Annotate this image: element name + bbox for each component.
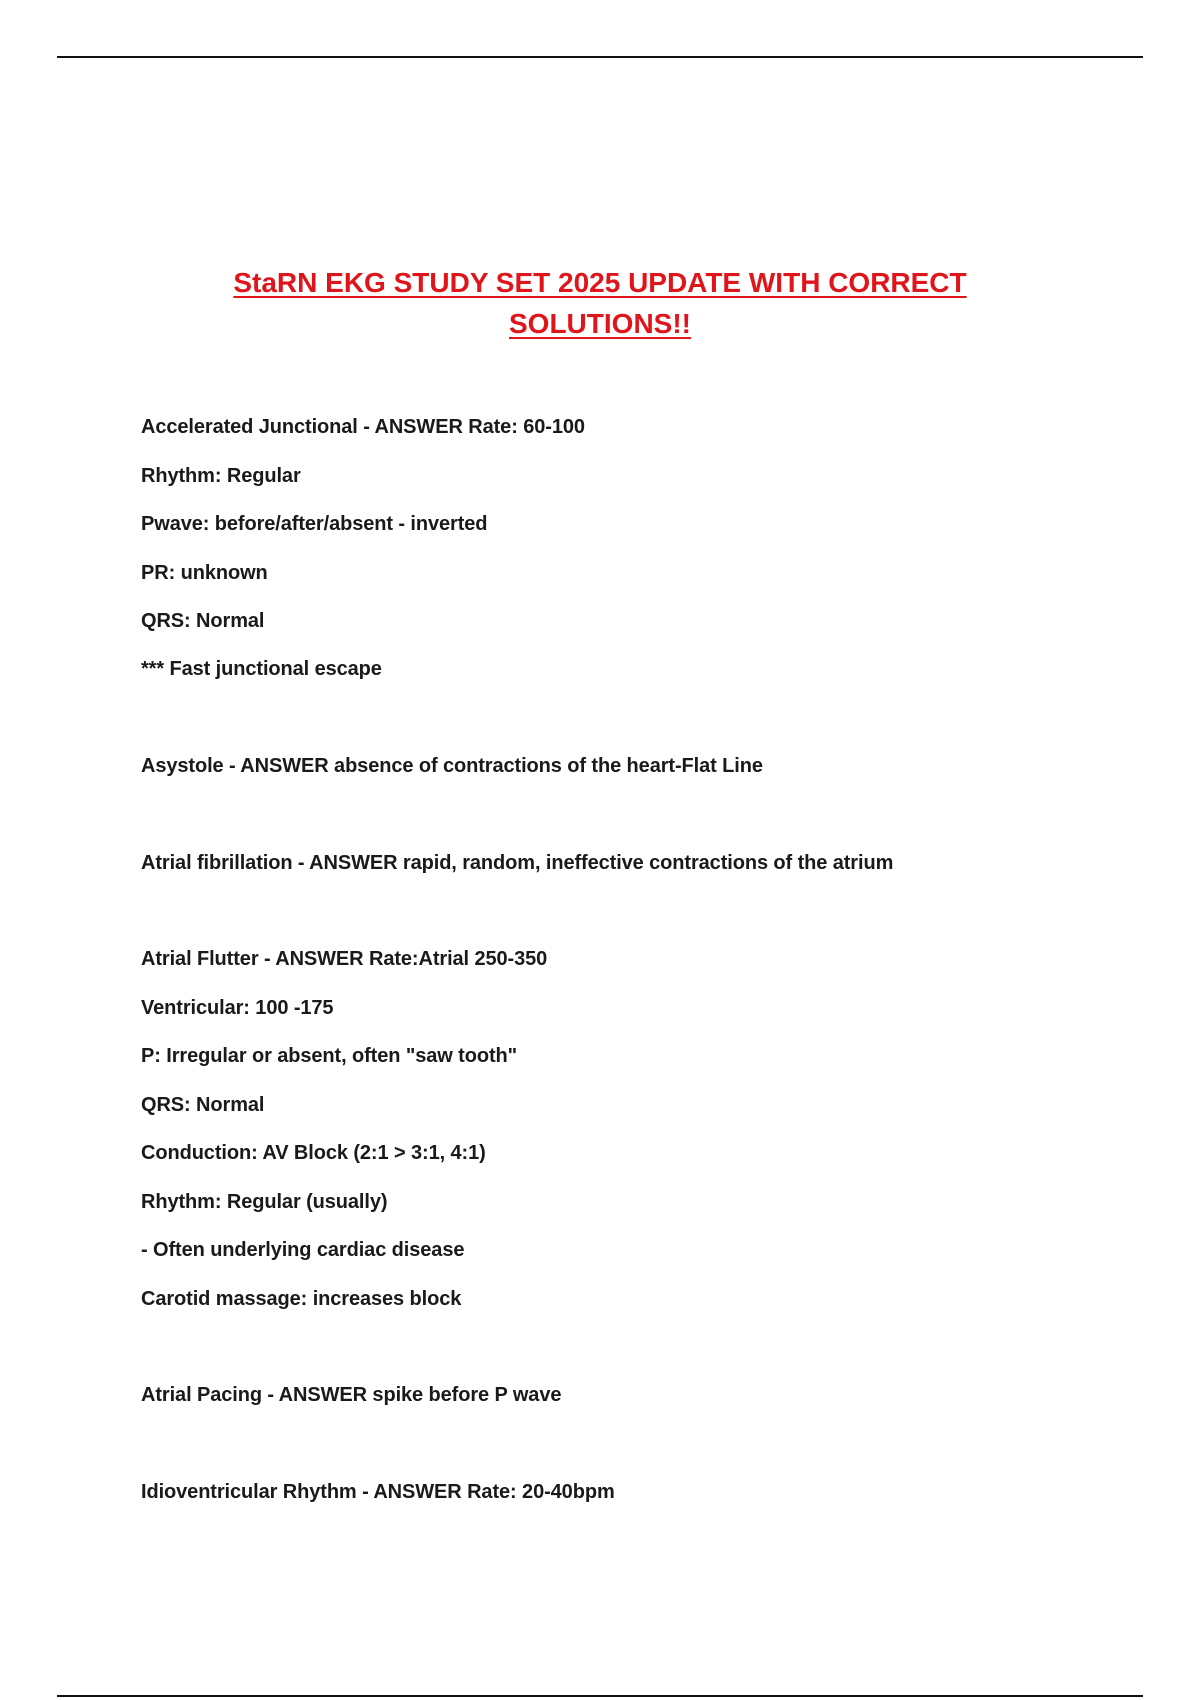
- entry-accelerated-junctional: Accelerated Junctional - ANSWER Rate: 60-100: [141, 416, 585, 438]
- detail-line: P: Irregular or absent, often "saw tooth": [141, 1045, 518, 1067]
- detail-line: Rhythm: Regular: [141, 465, 301, 487]
- detail-line: Ventricular: 100 -175: [141, 997, 334, 1019]
- detail-line: PR: unknown: [141, 562, 268, 584]
- detail-line: QRS: Normal: [141, 610, 265, 632]
- detail-line: Carotid massage: increases block: [141, 1288, 462, 1310]
- detail-line: - Often underlying cardiac disease: [141, 1239, 465, 1261]
- detail-line: QRS: Normal: [141, 1094, 265, 1116]
- entry-atrial-fibrillation: Atrial fibrillation - ANSWER rapid, random, ineffective contractions of the atrium: [141, 852, 894, 874]
- document-title-line-1: StaRN EKG STUDY SET 2025 UPDATE WITH CORRECT: [233, 267, 967, 298]
- entry-atrial-flutter: Atrial Flutter - ANSWER Rate:Atrial 250-350: [141, 948, 548, 970]
- footer-rule: [57, 1695, 1143, 1697]
- detail-line: Conduction: AV Block (2:1 > 3:1, 4:1): [141, 1142, 486, 1164]
- document-title-line-2: SOLUTIONS!!: [509, 308, 691, 339]
- detail-line: Rhythm: Regular (usually): [141, 1191, 388, 1213]
- detail-line: Pwave: before/after/absent - inverted: [141, 513, 488, 535]
- detail-line: *** Fast junctional escape: [141, 658, 382, 680]
- document-title: [150, 262, 1050, 344]
- entry-idioventricular-rhythm: Idioventricular Rhythm - ANSWER Rate: 20-40bpm: [141, 1481, 615, 1503]
- header-rule: [57, 56, 1143, 58]
- entry-atrial-pacing: Atrial Pacing - ANSWER spike before P wave: [141, 1384, 562, 1406]
- entry-asystole: Asystole - ANSWER absence of contractions of the heart-Flat Line: [141, 755, 763, 777]
